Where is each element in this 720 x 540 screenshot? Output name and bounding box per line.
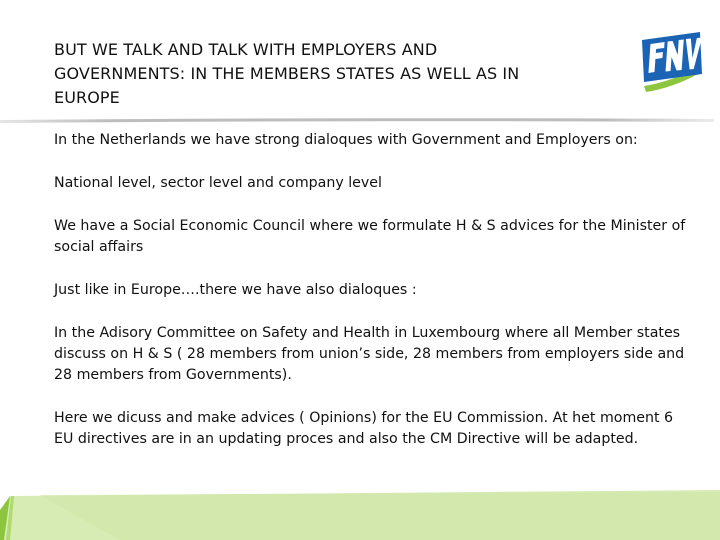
slide-body	[54, 130, 694, 472]
paragraph-social-economic-council: We have a Social Economic Council where we formulate H & S advices for the Minister of social affairs	[54, 218, 686, 255]
header-divider	[0, 117, 714, 123]
fnv-logo-icon	[630, 22, 710, 102]
paragraph-advisory-committee: In the Adisory Committee on Safety and Health in Luxembourg where all Member states discuss on H & S ( 28 members from union’s side, 28 members from employers side and 28 members from Governments).	[54, 325, 685, 383]
footer-wave	[0, 490, 720, 540]
paragraph-europe-dialogues: Just like in Europe….there we have also dialoques :	[54, 282, 417, 298]
slide-title: BUT WE TALK AND TALK WITH EMPLOYERS AND GOVERNMENTS: IN THE MEMBERS STATES AS WELL AS IN EUROPE	[54, 40, 520, 107]
paragraph-netherlands-dialogues: In the Netherlands we have strong dialoques with Government and Employers on:	[54, 132, 638, 148]
paragraph-eu-commission: Here we dicuss and make advices ( Opinions) for the EU Commission. At het moment 6 EU directives are in an updating proces and also the CM Directive will be adapted.	[54, 410, 674, 447]
paragraph-levels: National level, sector level and company level	[54, 175, 382, 191]
